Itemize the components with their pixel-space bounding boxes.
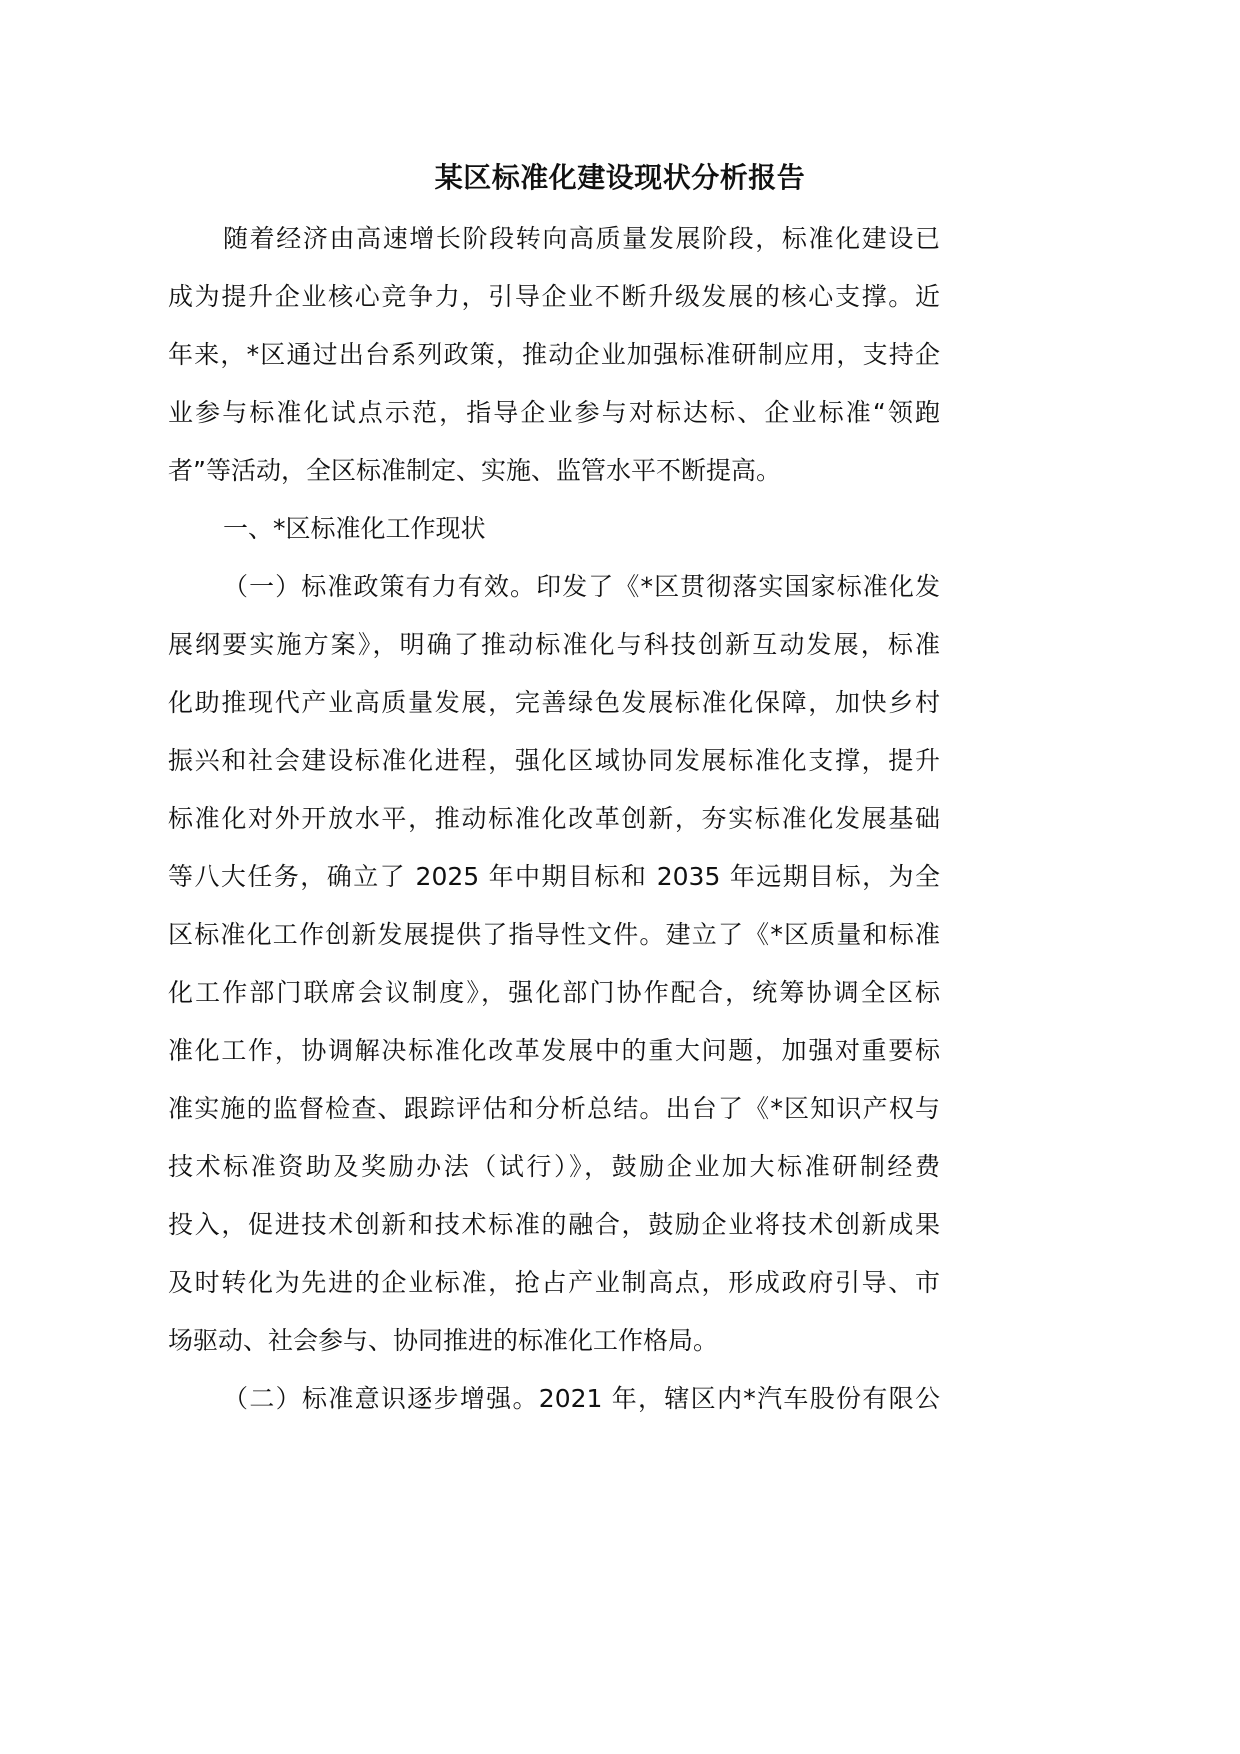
- text-line: 技术标准资助及奖励办法（试行）》，鼓励企业加大标准研制经费: [168, 1152, 940, 1181]
- text-line: 标准化对外开放水平，推动标准化改革创新，夯实标准化发展基础: [168, 804, 940, 833]
- section-heading: [168, 500, 940, 558]
- text-line: 化助推现代产业高质量发展，完善绿色发展标准化保障，加快乡村: [168, 688, 940, 717]
- text-line: 场驱动、社会参与、协同推进的标准化工作格局。: [168, 1326, 719, 1355]
- paragraph-policy: [168, 558, 940, 1370]
- heading-line: 一、*区标准化工作现状: [223, 514, 486, 543]
- text-line: 年来，*区通过出台系列政策，推动企业加强标准研制应用，支持企: [168, 340, 940, 369]
- text-line: 化工作部门联席会议制度》，强化部门协作配合，统筹协调全区标: [168, 978, 940, 1007]
- paragraph-awareness: [168, 1370, 940, 1428]
- text-line: 区标准化工作创新发展提供了指导性文件。建立了《*区质量和标准: [168, 920, 940, 949]
- text-line: 随着经济由高速增长阶段转向高质量发展阶段，标准化建设已: [223, 224, 940, 253]
- text-line: 成为提升企业核心竞争力，引导企业不断升级发展的核心支撑。近: [168, 282, 940, 311]
- text-line: （一）标准政策有力有效。印发了《*区贯彻落实国家标准化发: [223, 572, 940, 601]
- text-line: 及时转化为先进的企业标准，抢占产业制高点，形成政府引导、市: [168, 1268, 940, 1297]
- text-line: 准实施的监督检查、跟踪评估和分析总结。出台了《*区知识产权与: [168, 1094, 940, 1123]
- document-body: [168, 210, 940, 1428]
- text-line: （二）标准意识逐步增强。2021 年，辖区内*汽车股份有限公: [223, 1384, 940, 1413]
- text-line: 业参与标准化试点示范，指导企业参与对标达标、企业标准“领跑: [168, 398, 940, 427]
- text-line: 投入，促进技术创新和技术标准的融合，鼓励企业将技术创新成果: [168, 1210, 940, 1239]
- paragraph-intro: [168, 210, 940, 500]
- text-line: 展纲要实施方案》，明确了推动标准化与科技创新互动发展，标准: [168, 630, 940, 659]
- text-line: 振兴和社会建设标准化进程，强化区域协同发展标准化支撑，提升: [168, 746, 940, 775]
- text-line: 者”等活动，全区标准制定、实施、监管水平不断提高。: [168, 456, 781, 485]
- text-line: 等八大任务，确立了 2025 年中期目标和 2035 年远期目标，为全: [168, 862, 940, 891]
- text-line: 准化工作，协调解决标准化改革发展中的重大问题，加强对重要标: [168, 1036, 940, 1065]
- document-title: 某区标准化建设现状分析报告: [434, 161, 806, 194]
